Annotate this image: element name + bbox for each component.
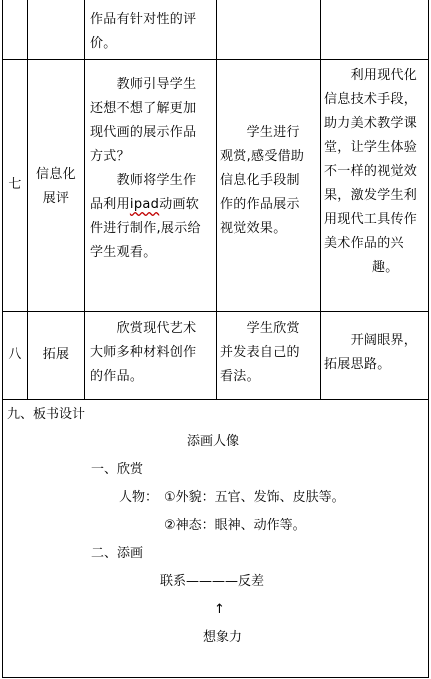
board-imagination: 想象力 (203, 630, 243, 645)
board-people-label: 人物： (119, 490, 159, 505)
row8-student-activity: 学生欣赏 并发表自己的 看法。 (220, 321, 300, 384)
table-border-bottom (2, 677, 429, 678)
board-up-arrow: ↑ (214, 602, 225, 617)
table-border-right (428, 0, 429, 678)
row8-design-intent: 开阔眼界， 拓展思路。 (324, 333, 418, 372)
row8-teacher-activity: 欣赏现代艺术 大师多种材料创作 的作品。 (90, 321, 197, 384)
row8-index: 八 (8, 347, 22, 362)
row7-stage: 信息化 展评 (36, 167, 76, 206)
row-divider-3 (2, 399, 429, 400)
top-row-activity: 作品有针对性的评 价。 (90, 12, 197, 51)
row-divider-1 (2, 59, 429, 60)
row7-design-intent: 利用现代化 信息技术手段， 助力美术教学课 堂，让学生体验 不一样的视觉效 果，激发学生利 用现代工具传作 美术作品的兴 趣。 (324, 68, 418, 275)
row7-teacher-activity: 教师引导学生 还想不想了解更加 现代画的展示作品 方式？ 教师将学生作 品利用ipad动画软 件进行制作,展示给 学生观看。 (90, 77, 201, 260)
board-item-expression: ②神态：眼神、动作等。 (164, 518, 306, 533)
row7-index: 七 (8, 177, 22, 192)
board-section-2: 二、添画 (91, 546, 144, 561)
table-border-left (2, 0, 3, 678)
board-heading: 九、板书设计 (7, 407, 86, 422)
row-divider-2 (2, 311, 429, 312)
board-item-appearance: ①外貌：五官、发饰、皮肤等。 (164, 490, 345, 505)
row8-stage: 拓展 (42, 347, 70, 362)
board-link-line: 联系————反差 (160, 574, 265, 589)
board-title: 添画人像 (187, 434, 240, 449)
ipad-word: ipad (129, 197, 160, 212)
row7-student-activity: 学生进行 观赏,感受借助 信息化手段制 作的作品展示 视觉效果。 (220, 125, 305, 236)
board-section-1: 一、欣赏 (91, 462, 144, 477)
